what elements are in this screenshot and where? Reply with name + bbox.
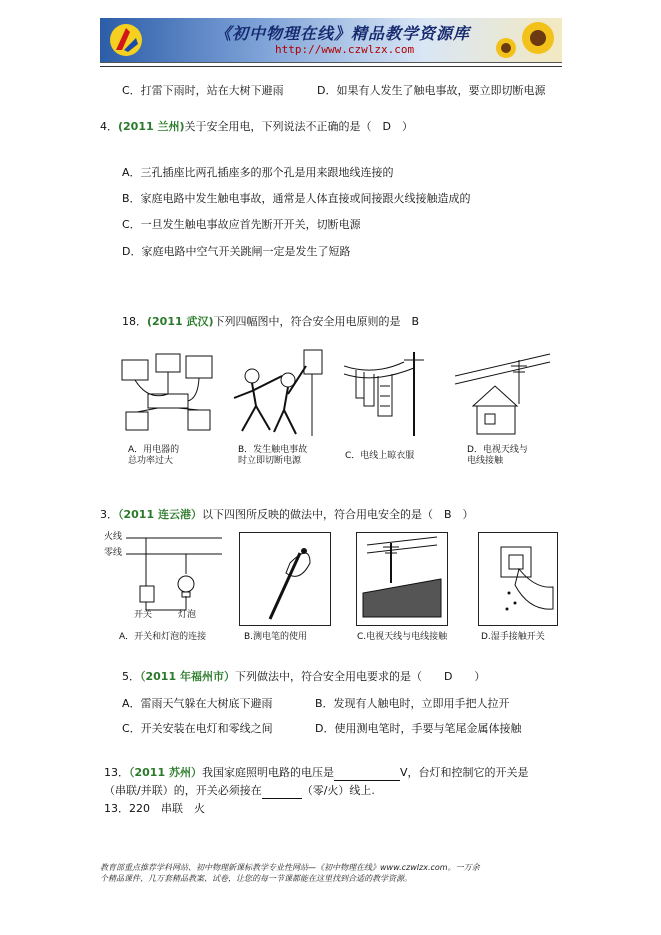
site-logo-icon	[108, 22, 144, 58]
q4-number: 4．	[100, 120, 118, 133]
footer	[100, 862, 562, 884]
q13-number: 13．	[104, 766, 129, 779]
q13-stem-part2: V，台灯和控制它的开关是	[399, 766, 529, 779]
q18-figure-a	[118, 346, 218, 441]
q5-option-a: A．雷雨天气躲在大树底下避雨	[122, 697, 273, 710]
q3-neutral-wire-label: 零线	[104, 548, 123, 558]
q5-option-b: B．发现有人触电时，立即用手把人拉开	[315, 697, 510, 710]
prev-option-d: D．如果有人发生了触电事故，要立即切断电源	[317, 84, 546, 97]
q5-option-c: C．开关安装在电灯和零线之间	[122, 722, 273, 735]
q18-caption-d-line1: D．电视天线与	[467, 445, 528, 455]
q4-heading	[100, 120, 413, 134]
q18-caption-a-line2: 总功率过大	[128, 456, 174, 466]
sunflower-icon	[488, 18, 558, 62]
q13-line2-part2: （零/火）线上.	[301, 784, 375, 797]
q4-option-d: D．家庭电路中空气开关跳闸一定是发生了短路	[122, 245, 351, 258]
q3-live-wire-label: 火线	[104, 532, 123, 542]
q3-figure-b	[239, 532, 331, 626]
q13-blank-wire[interactable]	[262, 784, 302, 799]
q18-caption-d	[467, 445, 528, 467]
q18-figure-c	[344, 346, 444, 441]
q3-figure-d	[478, 532, 558, 626]
q3-source: （2011 连云港）	[118, 508, 202, 521]
q4-option-a: A．三孔插座比两孔插座多的那个孔是用来跟地线连接的	[122, 166, 394, 179]
q5-stem: 下列做法中，符合安全用电要求的是（ D ）	[234, 670, 486, 683]
q3-stem: 以下四图所反映的做法中，符合用电安全的是（ B ）	[201, 508, 474, 521]
q13-line2-part1: （串联/并联）的，开关必须接在	[104, 784, 262, 797]
q3-figure-c	[356, 532, 448, 626]
q18-stem: 下列四幅图中，符合安全用电原则的是	[213, 315, 401, 328]
q18-source: (2011 武汉)	[147, 315, 214, 328]
q18-caption-b-line1: B．发生触电事故	[238, 445, 308, 455]
q3-figure-a	[104, 530, 222, 625]
q3-caption-b: B.测电笔的使用	[244, 632, 308, 642]
header-rule	[100, 66, 562, 67]
q3-number: 3．	[100, 508, 118, 521]
footer-line2: 个精品课件、几万套精品教案、试卷，让您的每一节课都能在这里找到合适的教学资源。	[100, 874, 412, 883]
q18-number: 18．	[122, 315, 147, 328]
q5-heading	[122, 670, 485, 684]
q18-caption-b	[238, 445, 307, 467]
q13-blank-voltage[interactable]	[334, 766, 400, 781]
q3-switch-label: 开关	[134, 610, 153, 620]
q4-source: (2011 兰州)	[118, 120, 185, 133]
q13-answer: 13．220 串联 火	[104, 802, 205, 815]
q18-answer: B	[411, 315, 420, 328]
q18-caption-b-line2: 时立即切断电源	[238, 456, 302, 466]
prev-option-c: C．打雷下雨时，站在大树下避雨	[122, 84, 284, 97]
q4-option-c: C．一旦发生触电事故应首先断开开关，切断电源	[122, 218, 361, 231]
q18-caption-a-line1: A．用电器的	[128, 445, 180, 455]
q3-bulb-label: 灯泡	[178, 610, 197, 620]
header-title: 《初中物理在线》精品教学资源库	[215, 24, 471, 43]
q5-number: 5．	[122, 670, 140, 683]
q13-stem-part1: 我国家庭照明电路的电压是	[201, 766, 334, 779]
header-url[interactable]: http://www.czwlzx.com	[275, 43, 415, 56]
q18-caption-c	[345, 451, 414, 462]
q3-heading	[100, 508, 474, 522]
q13-line1	[104, 766, 528, 781]
q18-caption-a	[128, 445, 179, 467]
header-banner	[100, 18, 562, 63]
q18-figure-b	[222, 346, 332, 441]
q3-caption-d: D.湿手接触开关	[481, 632, 545, 642]
q13-source: （2011 苏州）	[129, 766, 202, 779]
footer-line1: 教育部重点推荐学科网站、初中物理新课标教学专业性网站—《初中物理在线》www.czwlzx.com。一万余	[100, 863, 480, 872]
q18-heading	[122, 315, 419, 329]
q3-caption-c: C.电视天线与电线接触	[357, 632, 448, 642]
q4-option-b: B．家庭电路中发生触电事故，通常是人体直接或间接跟火线接触造成的	[122, 192, 471, 205]
q5-source: （2011 年福州市）	[140, 670, 235, 683]
q13-line2	[104, 784, 375, 799]
q5-option-d: D．使用测电笔时，手要与笔尾金属体接触	[315, 722, 522, 735]
q3-caption-a: A．开关和灯泡的连接	[119, 632, 207, 642]
q18-caption-d-line2: 电线接触	[467, 456, 504, 466]
q18-caption-c-line1: C．电线上晾衣服	[345, 451, 415, 461]
q4-stem: 关于安全用电，下列说法不正确的是（ D ）	[184, 120, 413, 133]
q18-figure-d	[455, 346, 555, 441]
